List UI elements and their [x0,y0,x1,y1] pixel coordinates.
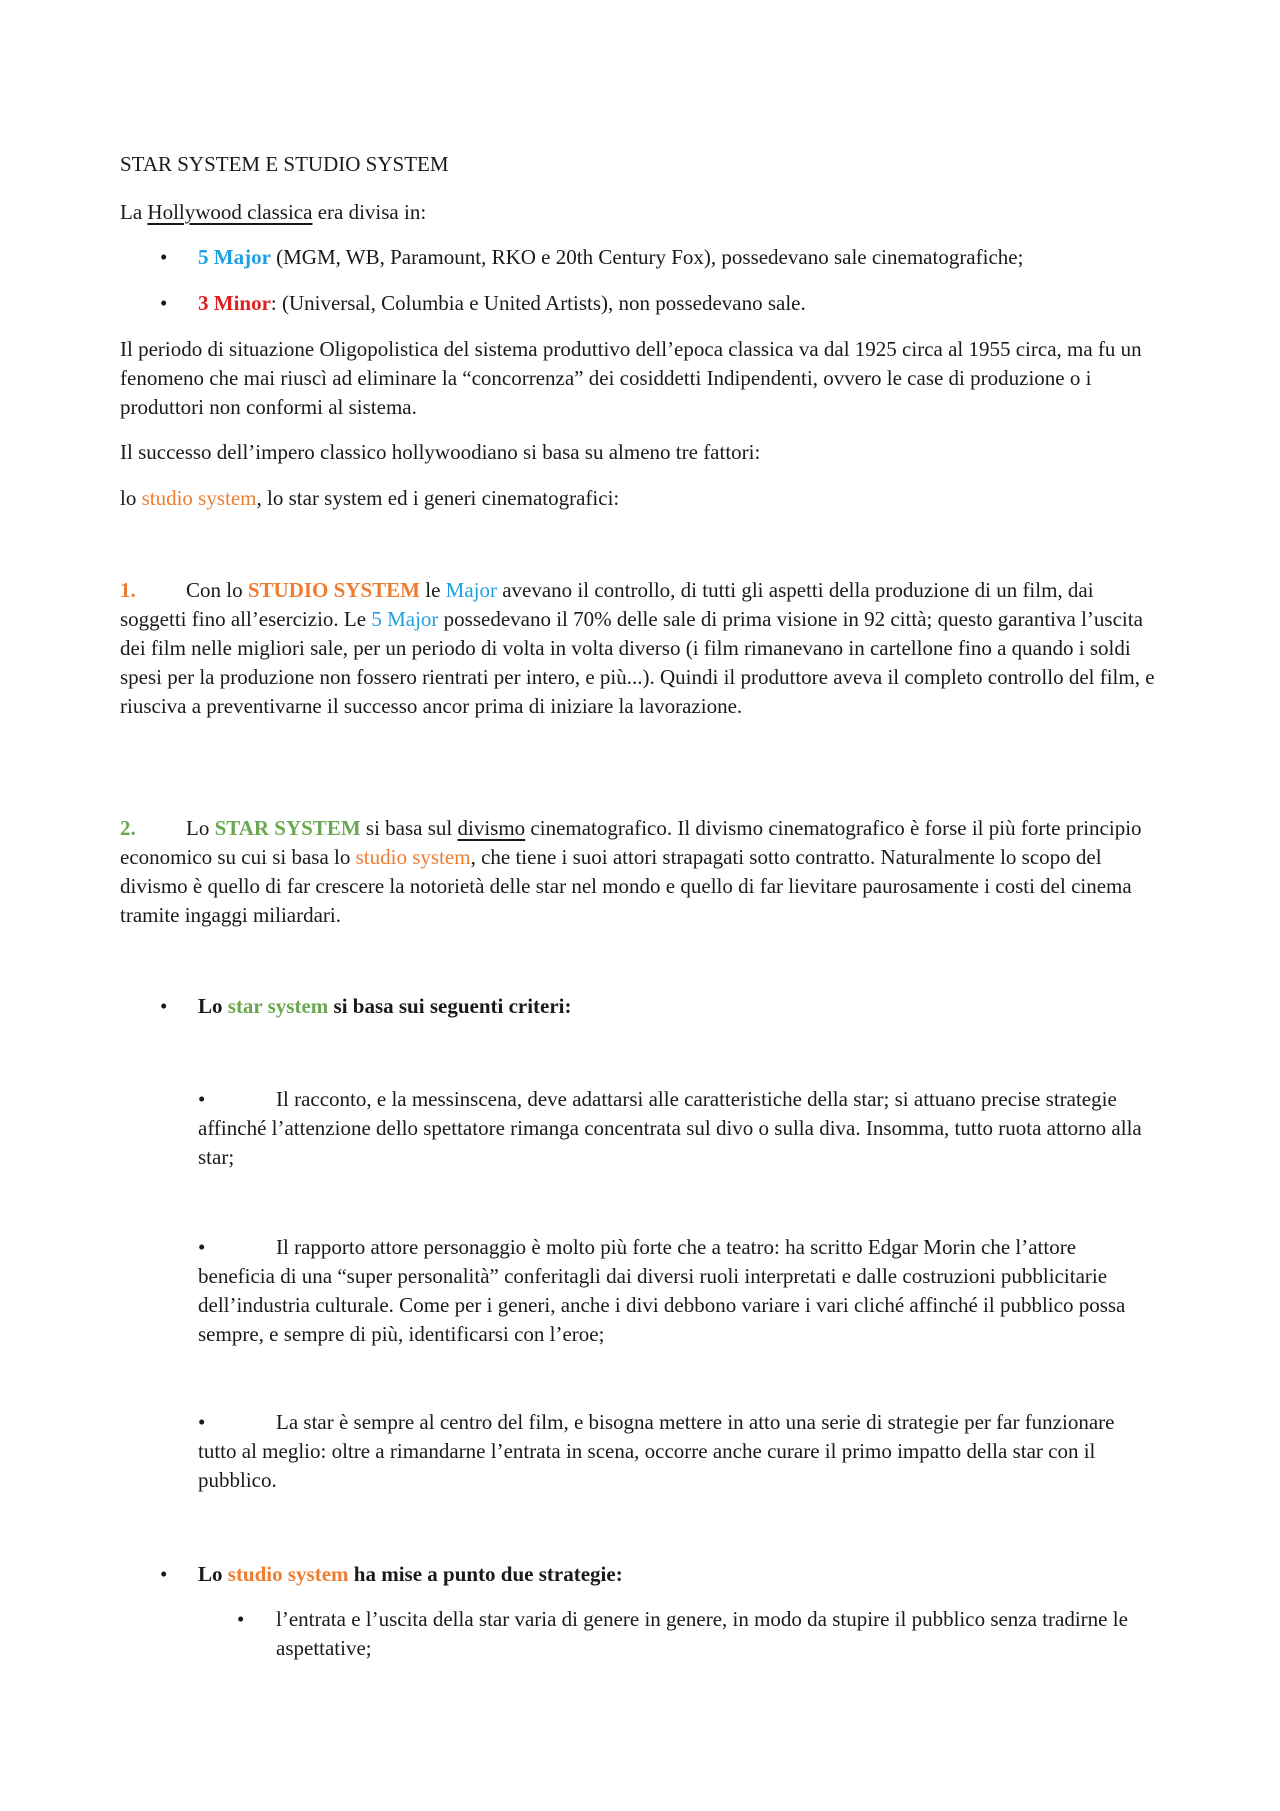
bullet-icon: • [160,1562,168,1586]
factors-post: , lo star system ed i generi cinematografici: [256,486,620,510]
intro-pre: La [120,200,148,224]
section-2 [120,814,1160,930]
success-paragraph: Il successo dell’impero classico hollywoodiano si basa su almeno tre fattori: [120,440,761,464]
section-2-text: Lo [186,816,215,840]
minors-label: 3 Minor [198,291,271,315]
majors-item [198,243,1158,272]
section-2-text: si basa sul [360,816,458,840]
factors-paragraph [120,484,1160,513]
section-2-text: cinematografico. Il divismo cinematografico è forse il più forte principio economico su cui si basa lo [120,816,1142,869]
five-major-term: 5 Major [371,607,439,631]
minors-item [198,289,1158,318]
bullet-icon: • [160,291,168,315]
studio-strategies-pre: Lo [198,1562,228,1586]
bullet-icon: • [160,994,168,1018]
studio-system-term: studio system [355,845,471,869]
star-criteria-pre: Lo [198,994,228,1018]
criteria-item [198,1085,1153,1172]
strategy-item: l’entrata e l’uscita della star varia di genere in genere, in modo da stupire il pubblico senza tradirne le aspettative; [276,1607,1128,1660]
section-1 [120,576,1160,721]
intro-paragraph [120,198,1160,227]
section-1-text: le [419,578,446,602]
section-2-text: , che tiene i suoi attori strapagati sotto contratto. Naturalmente lo scopo del divismo è quello di far crescere la notorietà delle star nel mondo e quello di far lievitare paurosamente i costi del cinema tramite ingaggi miliardari. [120,845,1132,927]
bullet-icon: • [160,245,168,269]
criteria-item-text: La star è sempre al centro del film, e bisogna mettere in atto una serie di strategie per far funzionare tutto al meglio: oltre a rimandarne l’entrata in scena, occorre anche curare il primo impatto della star con il pubblico. [198,1410,1115,1492]
minors-text: : (Universal, Columbia e United Artists), non possedevano sale. [270,291,806,315]
section-1-text: possedevano il 70% delle sale di prima visione in 92 città; questo garantiva l’uscita dei film nelle migliori sale, per un periodo di volta in volta diverso (i film rimanevano in cartellone fino a quando i soldi spesi per la produzione non fossero rientrati per intero, e più...). Quindi il produttore aveva il completo controllo del film, e riusciva a preventivarne il successo ancor prima di iniziare la lavorazione. [120,607,1155,718]
section-2-number: 2. [120,816,136,840]
major-term: Major [445,578,497,602]
studio-system-term: studio system [227,1562,349,1586]
section-1-number: 1. [120,578,136,602]
divismo-term: divismo [457,816,526,840]
section-1-text: avevano il controllo, di tutti gli aspetti della produzione di un film, dai soggetti fino all’esercizio. Le [120,578,1094,631]
star-system-heading: STAR SYSTEM [214,816,361,840]
studio-system-term: studio system [141,486,257,510]
factors-pre: lo [120,486,142,510]
star-criteria-heading [198,992,1158,1021]
page-title: STAR SYSTEM E STUDIO SYSTEM [120,152,449,176]
criteria-item [198,1233,1153,1349]
majors-label: 5 Major [198,245,271,269]
intro-post: era divisa in: [312,200,427,224]
star-system-term: star system [227,994,329,1018]
bullet-icon: • [237,1607,245,1631]
oligopoly-paragraph: Il periodo di situazione Oligopolistica del sistema produttivo dell’epoca classica va dal 1925 circa al 1955 circa, ma fu un fenomeno che mai riuscì ad eliminare la “concorrenza” dei cosiddetti Indipendenti, ovvero le case di produzione o i produttori non conformi al sistema. [120,337,1142,419]
star-criteria-post: si basa sui seguenti criteri: [328,994,572,1018]
criteria-item-text: Il rapporto attore personaggio è molto più forte che a teatro: ha scritto Edgar Morin che l’attore beneficia di una “super personalità” conferitagli dai diversi ruoli interpretati e dalle costruzioni pubblicitarie dell’industria culturale. Come per i generi, anche i divi debbono variare i vari cliché affinché il pubblico possa sempre, e sempre di più, identificarsi con l’eroe; [198,1235,1126,1346]
bullet-icon: • [198,1235,206,1259]
studio-system-heading: STUDIO SYSTEM [247,578,420,602]
bullet-icon: • [198,1087,206,1111]
criteria-item-text: Il racconto, e la messinscena, deve adattarsi alle caratteristiche della star; si attuano precise strategie affinché l’attenzione dello spettatore rimanga concentrata sul divo o sulla diva. Insomma, tutto ruota attorno alla star; [198,1087,1142,1169]
bullet-icon: • [198,1410,206,1434]
studio-strategies-heading [198,1560,1158,1589]
studio-strategies-post: ha mise a punto due strategie: [348,1562,623,1586]
criteria-item [198,1408,1153,1495]
majors-text: (MGM, WB, Paramount, RKO e 20th Century Fox), possedevano sale cinematografiche; [270,245,1024,269]
hollywood-classica-link[interactable]: Hollywood classica [147,200,313,224]
section-1-text: Con lo [186,578,248,602]
